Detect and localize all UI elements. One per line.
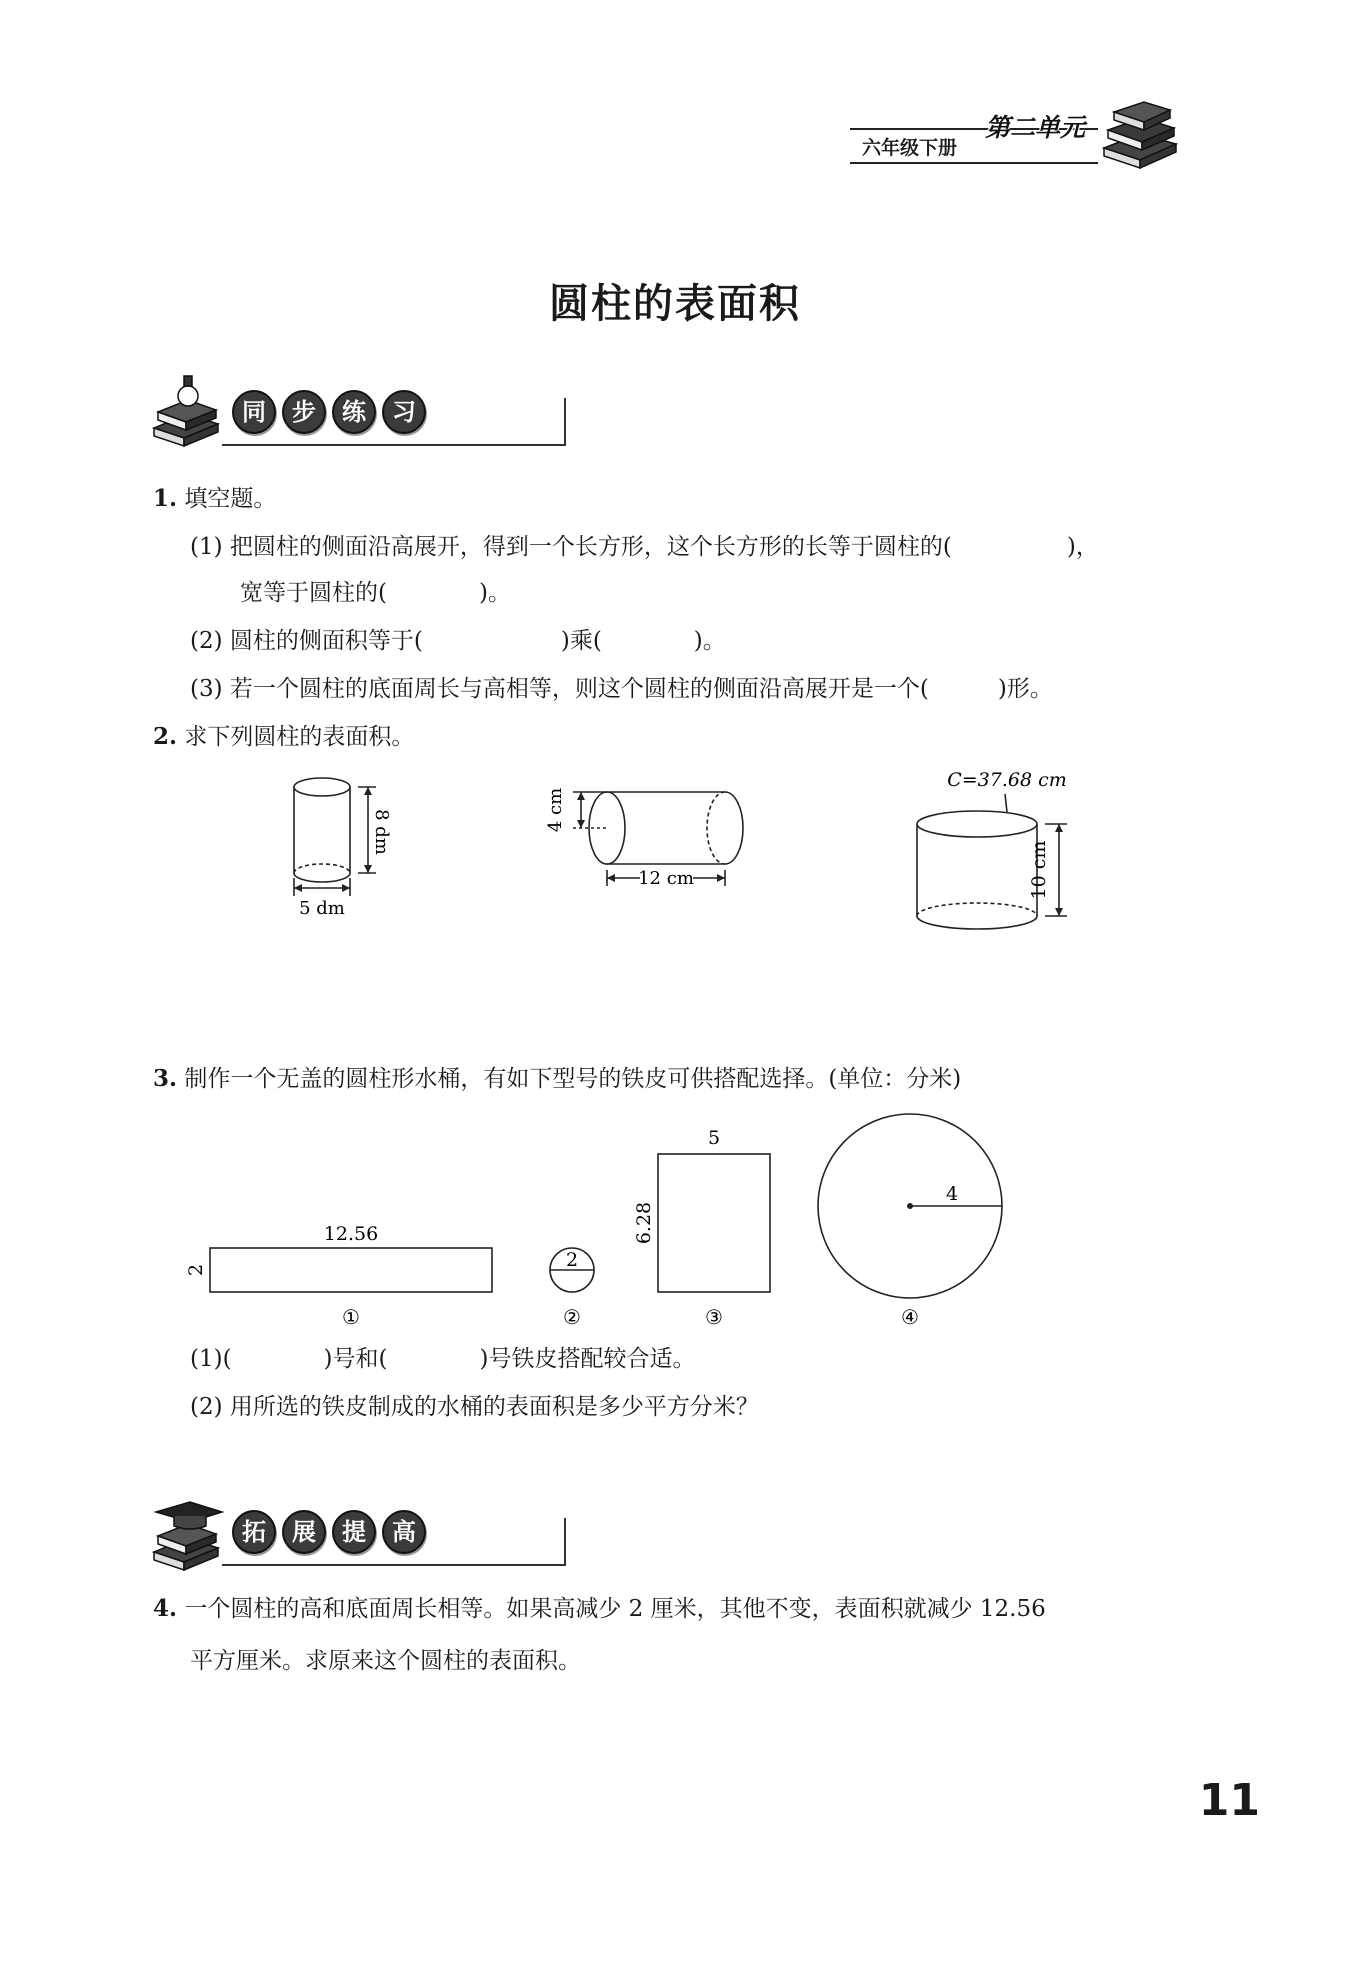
q1-sub3: (3) 若一个圆柱的底面周长与高相等，则这个圆柱的侧面沿高展开是一个( )形。 (190, 676, 1053, 702)
question-3 (153, 1062, 961, 1096)
section-char: 高 (382, 1510, 426, 1554)
sheet3-width: 5 (707, 1127, 721, 1149)
question-number: 2. (153, 723, 178, 750)
question-number: 4. (153, 1595, 178, 1622)
section-banner-extension (148, 1508, 578, 1568)
sheet1-tag: ① (342, 1305, 360, 1329)
section-char: 拓 (232, 1510, 276, 1554)
sheet1-length: 12.56 (323, 1223, 379, 1245)
sheet2-diameter: 2 (565, 1249, 579, 1271)
fig-b-length-label: 12 cm (638, 868, 694, 889)
question-stem: 填空题。 (184, 486, 277, 512)
question-stem: 制作一个无盖的圆柱形水桶，有如下型号的铁皮可供搭配选择。(单位：分米) (184, 1066, 962, 1092)
sheet1-width: 2 (185, 1263, 207, 1277)
fig-c-height-label: 10 cm (1028, 840, 1050, 900)
question-2 (153, 720, 414, 754)
grade-label: 六年级下册 (850, 128, 1098, 164)
fig-a-diameter-label: 5 dm (299, 898, 345, 919)
section-char: 步 (282, 390, 326, 434)
question-4 (153, 1592, 1046, 1626)
cylinder-figure-c (895, 760, 1095, 940)
cylinder-figure-a (280, 770, 400, 930)
q1-sub1-line2: 宽等于圆柱的( )。 (240, 580, 511, 606)
iron-sheets-figure (180, 1110, 1030, 1340)
q1-sub1-line1: (1) 把圆柱的侧面沿高展开，得到一个长方形，这个长方形的长等于圆柱的( )， (190, 534, 1099, 560)
page-title: 圆柱的表面积 (549, 281, 801, 327)
question-stem: 求下列圆柱的表面积。 (184, 724, 415, 750)
fig-a-height-label: 8 dm (371, 809, 392, 855)
fig-c-circumference-label: C=37.68 cm (947, 769, 1067, 791)
books-stack-icon (1100, 100, 1180, 170)
question-number: 1. (153, 485, 178, 512)
sheet3-height: 6.28 (633, 1201, 655, 1245)
cylinder-figure-b (545, 780, 765, 900)
page-number: 11 (1198, 1775, 1260, 1826)
question-1 (153, 482, 276, 516)
section-char: 练 (332, 390, 376, 434)
section-banner-sync-practice (148, 388, 578, 448)
q3-sub1: (1)( )号和( )号铁皮搭配较合适。 (190, 1346, 696, 1372)
fig-b-diameter-label: 4 cm (545, 787, 566, 833)
section-char: 提 (332, 1510, 376, 1554)
books-lamp-icon (148, 372, 228, 452)
section-char: 展 (282, 1510, 326, 1554)
q1-sub2: (2) 圆柱的侧面积等于( )乘( )。 (190, 628, 726, 654)
sheet2-tag: ② (563, 1305, 581, 1329)
section-char: 习 (382, 390, 426, 434)
section-char: 同 (232, 390, 276, 434)
books-graduation-cap-icon (148, 1494, 228, 1574)
unit-label: 第二单元 (985, 113, 1086, 142)
sheet4-tag: ④ (901, 1305, 919, 1329)
question-text-line1: 一个圆柱的高和底面周长相等。如果高减少 2 厘米，其他不变，表面积就减少 12.56 (184, 1596, 1046, 1622)
sheet3-tag: ③ (705, 1305, 723, 1329)
q3-sub2: (2) 用所选的铁皮制成的水桶的表面积是多少平方分米？ (190, 1394, 759, 1420)
question-number: 3. (153, 1065, 178, 1092)
sheet4-radius: 4 (945, 1183, 959, 1205)
question-text-line2: 平方厘米。求原来这个圆柱的表面积。 (190, 1648, 581, 1674)
